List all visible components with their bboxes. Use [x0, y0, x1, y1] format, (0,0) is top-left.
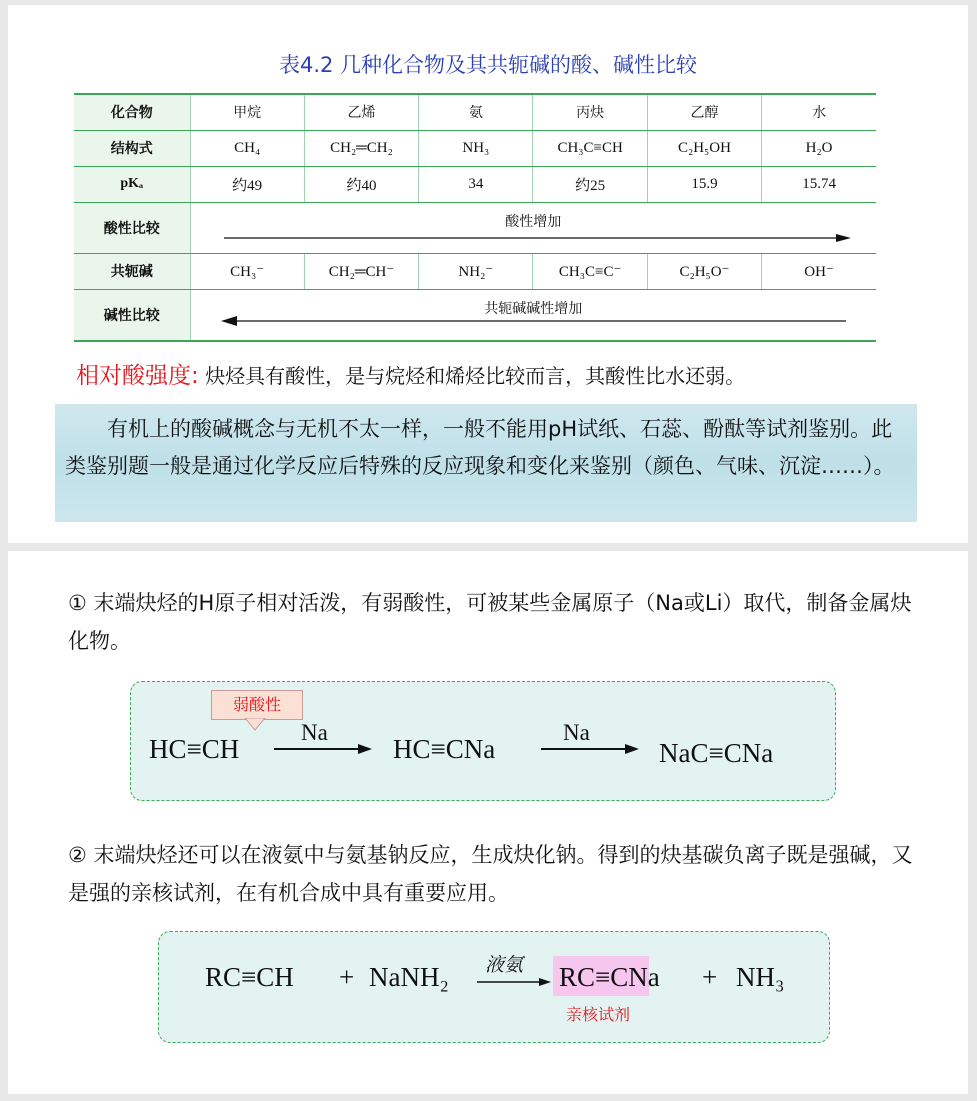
- table-row-basicity: [74, 289, 876, 341]
- relative-acid-strength: [76, 357, 745, 390]
- row-header-acidity: 酸性比较: [74, 202, 190, 253]
- reagent-na-1: Na: [301, 720, 328, 745]
- reactant-acetylene: HC≡CH: [149, 734, 240, 764]
- table-cell: C₂H₅O⁻: [647, 253, 761, 289]
- table-cell: 丙炔: [533, 94, 647, 130]
- identification-note: [55, 404, 917, 522]
- condition-liquid-ammonia: 液氨: [485, 954, 524, 976]
- table-cell: 15.9: [647, 166, 761, 202]
- basicity-arrow-label: 共轭碱碱性增加: [484, 300, 583, 317]
- plus-sign: +: [702, 962, 718, 992]
- point-1-text: ① 末端炔烃的H原子相对活泼，有弱酸性，可被某些金属原子（Na或Li）取代，制备金属炔化物。: [68, 591, 912, 653]
- row-header-structure: 结构式: [74, 130, 190, 166]
- table-cell: 乙烯: [304, 94, 418, 130]
- table-cell: CH₄: [190, 130, 304, 166]
- reaction-arrow-icon: [541, 742, 641, 756]
- table-cell: H₂O: [762, 130, 876, 166]
- callout-pointer-icon: [243, 718, 267, 732]
- plus-sign: +: [339, 962, 355, 992]
- row-header-compound: 化合物: [74, 94, 190, 130]
- point-2-text: ② 末端炔烃还可以在液氨中与氨基钠反应，生成炔化钠。得到的炔基碳负离子既是强碱，又是强的亲核试剂，在有机合成中具有重要应用。: [68, 843, 913, 905]
- table-row-conjugate-base: [74, 253, 876, 289]
- intermediate-sodium-acetylide: HC≡CNa: [393, 734, 496, 764]
- table-cell: 约49: [190, 166, 304, 202]
- acidity-comparison-table: [74, 93, 876, 342]
- table-title: 表4.2 几种化合物及其共轭碱的酸、碱性比较: [278, 53, 698, 77]
- table-cell: C₂H₅OH: [647, 130, 761, 166]
- basicity-arrow-cell: [190, 289, 876, 341]
- row-header-basicity: 碱性比较: [74, 289, 190, 341]
- acidity-arrow-label: 酸性增加: [505, 213, 562, 230]
- slide-terminal-alkyne-reactions: [8, 551, 968, 1094]
- product-sodium-alkynide: [559, 962, 660, 993]
- table-row-compound: [74, 94, 876, 130]
- product-part-rc-c: RC≡C: [559, 962, 629, 992]
- reactant-sodium-amide: NaNH₂: [369, 962, 449, 992]
- acidity-arrow-cell: [190, 202, 876, 253]
- reactant-terminal-alkyne: RC≡CH: [205, 962, 294, 992]
- reagent-na-2: Na: [563, 720, 590, 745]
- table-cell: 约25: [533, 166, 647, 202]
- slide-acidity-table: [8, 5, 968, 543]
- row-header-conjugate-base: 共轭碱: [74, 253, 190, 289]
- table-cell: 甲烷: [190, 94, 304, 130]
- relative-strength-label: 相对酸强度:: [76, 363, 199, 389]
- reaction-arrow-icon: [477, 976, 553, 988]
- byproduct-ammonia: NH₃: [736, 962, 785, 992]
- table-row-pka: [74, 166, 876, 202]
- table-cell: 34: [419, 166, 533, 202]
- table-cell: 约40: [304, 166, 418, 202]
- right-arrow-icon: [191, 203, 877, 253]
- table-cell: NH₃: [419, 130, 533, 166]
- reaction-1-box: [130, 681, 836, 801]
- note-text: 有机上的酸碱概念与无机不太一样，一般不能用pH试纸、石蕊、酚酞等试剂鉴别。此类鉴别题一般是通过化学反应后特殊的反应现象和变化来鉴别（颜色、气味、沉淀……）。: [65, 417, 895, 478]
- table-cell: CH₃C≡CH: [533, 130, 647, 166]
- table-cell: 氨: [419, 94, 533, 130]
- table-cell: NH₂⁻: [419, 253, 533, 289]
- left-arrow-icon: [191, 290, 877, 340]
- nucleophile-label: 亲核试剂: [566, 1005, 631, 1024]
- reaction-arrow-icon: [274, 742, 374, 756]
- table-cell: 乙醇: [647, 94, 761, 130]
- product-disodium-acetylide: NaC≡CNa: [659, 738, 774, 768]
- table-row-structure: [74, 130, 876, 166]
- table-cell: CH₂═CH₂: [304, 130, 418, 166]
- reaction-2-box: [158, 931, 830, 1043]
- row-header-pka: pKₐ: [74, 166, 190, 202]
- table-row-acidity: [74, 202, 876, 253]
- table-cell: OH⁻: [762, 253, 876, 289]
- relative-strength-text: 炔烃具有酸性，是与烷烃和烯烃比较而言，其酸性比水还弱。: [198, 364, 746, 388]
- weak-acidity-callout: 弱酸性: [211, 690, 303, 720]
- table-cell: 水: [762, 94, 876, 130]
- table-cell: 15.74: [762, 166, 876, 202]
- table-cell: CH₃C≡C⁻: [533, 253, 647, 289]
- table-cell: CH₂═CH⁻: [304, 253, 418, 289]
- product-part-na: Na: [628, 962, 660, 992]
- table-cell: CH₃⁻: [190, 253, 304, 289]
